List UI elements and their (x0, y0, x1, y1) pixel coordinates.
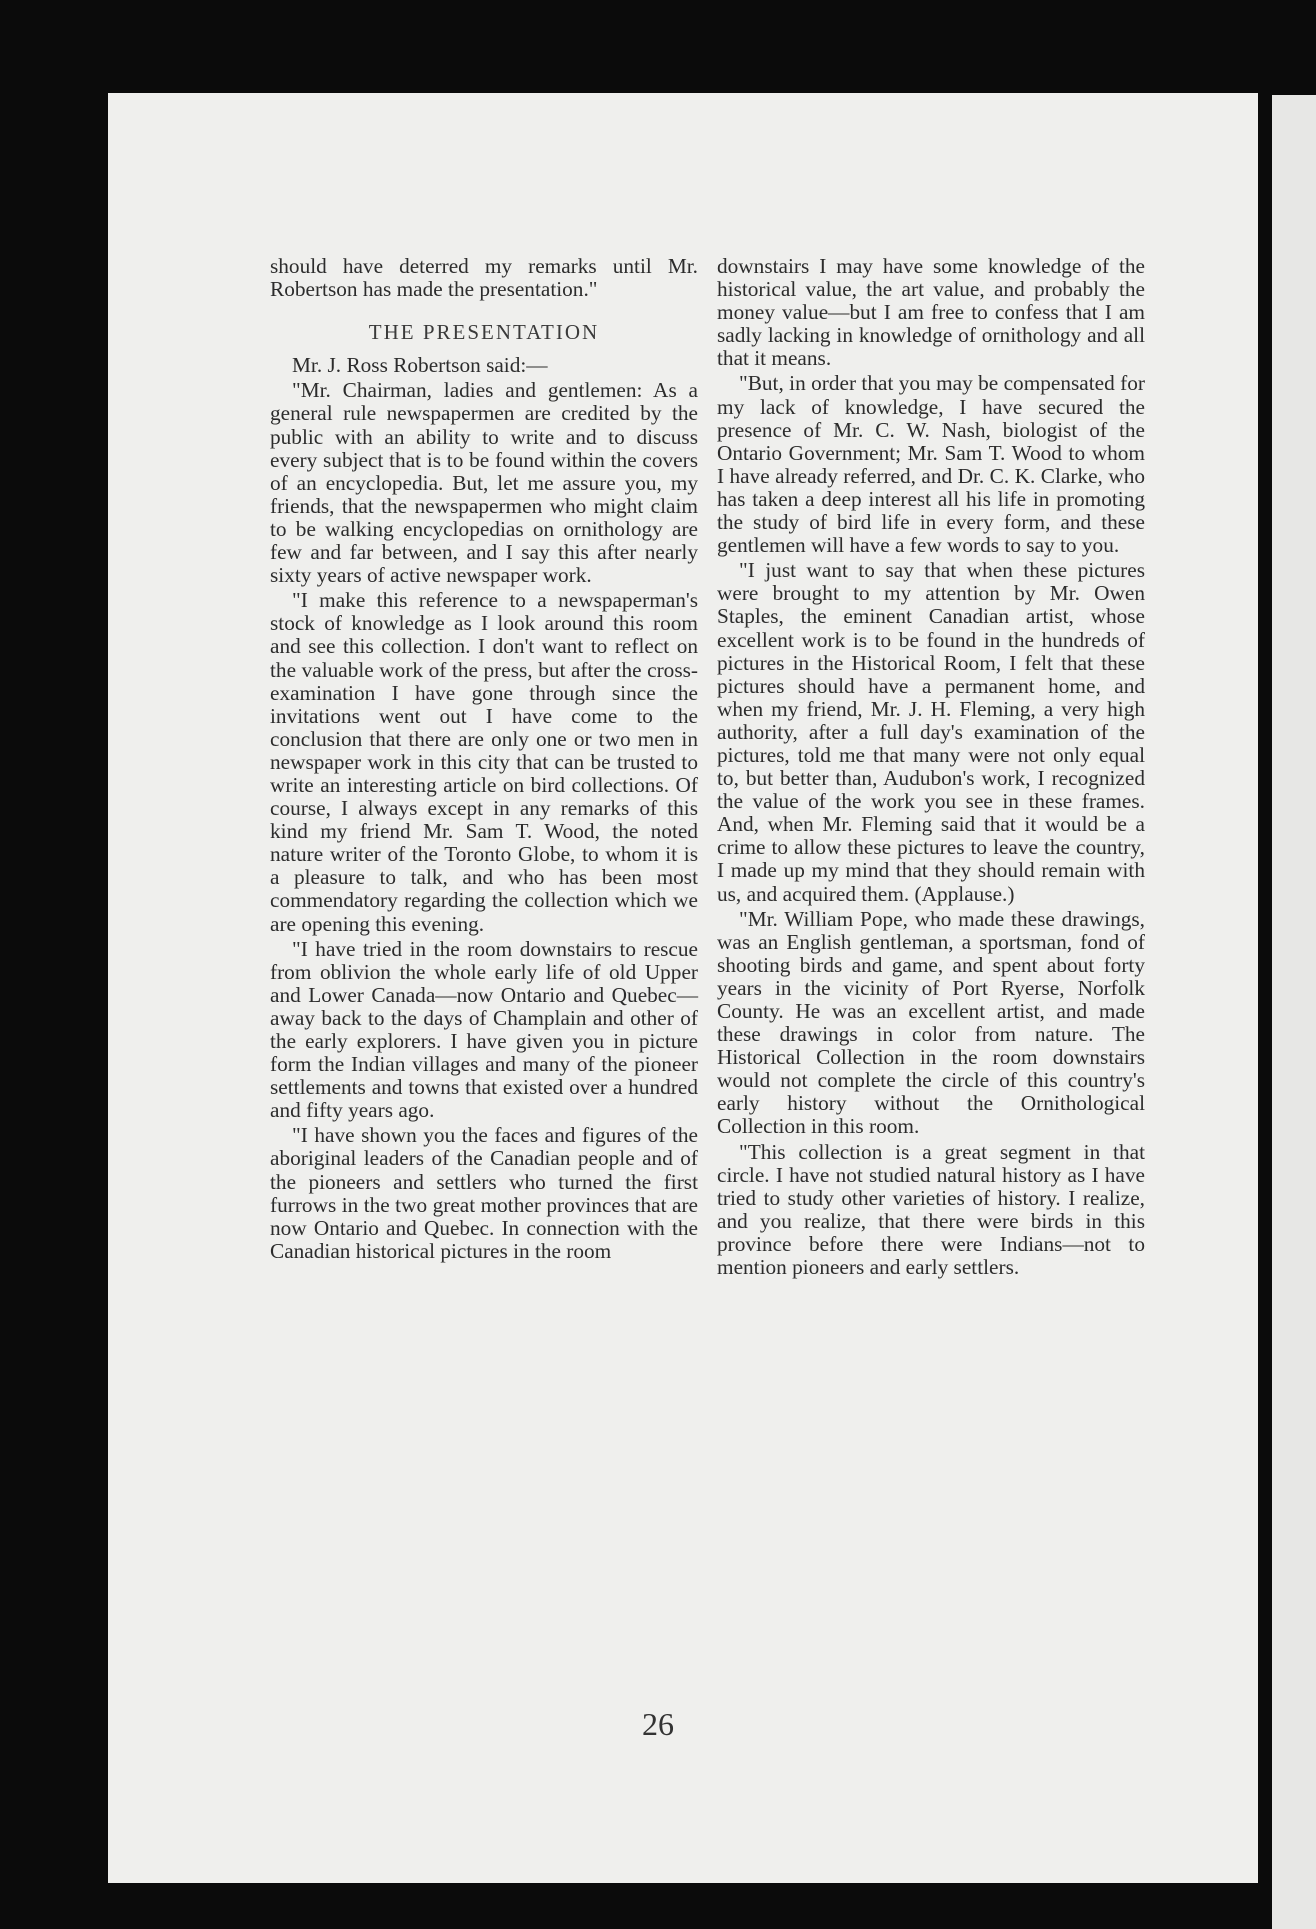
adjacent-page-edge (1272, 95, 1316, 1929)
right-column (717, 255, 1145, 1279)
left-column (270, 255, 698, 1263)
page-gutter (1258, 93, 1272, 1929)
paragraph: downstairs I may have some knowledge of the historical value, the art value, and probably the money value—but I am free to confess that I am sadly lacking in knowledge of ornithology and all that it means. (717, 254, 1145, 371)
paragraph: Mr. J. Ross Robertson said:— (292, 353, 548, 378)
paragraph: should have deterred my remarks until Mr. Robertson has made the presentation." (270, 254, 698, 302)
paragraph: "But, in order that you may be compensated for my lack of knowledge, I have secured the presence of Mr. C. W. Nash, biologist of the Ontario Government; Mr. Sam T. Wood to whom I have already referred, and Dr. C. K. Clarke, who has taken a deep interest all his life in promoting the study of bird life in every form, and these gentlemen will have a few words to say to you. (717, 371, 1145, 558)
section-heading: THE PRESENTATION (368, 320, 600, 345)
paragraph: "I have tried in the room downstairs to rescue from oblivion the whole early life of old Upper and Lower Canada—now Ontario and Quebec—away back to the days of Champlain and other of the early explorers. I have given you in picture form the Indian villages and many of the pioneer settlements and towns that existed over a hundred and fifty years ago. (270, 936, 698, 1123)
paragraph: "I have shown you the faces and figures of the aboriginal leaders of the Canadian people and of the pioneers and settlers who turned the first furrows in the two great mother provinces that are now Ontario and Quebec. In connection with the Canadian historical pictures in the room (270, 1123, 698, 1263)
page-number: 26 (642, 1706, 674, 1742)
paragraph: "This collection is a great segment in that circle. I have not studied natural history as I have tried to study other varieties of history. I realize, and you realize, that there were birds in this province before there were Indians—not to mention pioneers and early settlers. (717, 1139, 1145, 1280)
paragraph: "I just want to say that when these pictures were brought to my attention by Mr. Owen Staples, the eminent Canadian artist, whose excellent work is to be found in the hundreds of pictures in the Historical Room, I felt that these pictures should have a permanent home, and when my friend, Mr. J. H. Fleming, a very high authority, after a full day's examination of the pictures, told me that many were not only equal to, but better than, Audubon's work, I recognized the value of the work you see in these frames. And, when Mr. Fleming said that it would be a crime to allow these pictures to leave the country, I made up my mind that they should remain with us, and acquired them. (Applause.) (717, 558, 1145, 906)
paragraph: "Mr. Chairman, ladies and gentlemen: As a general rule newspapermen are credited by the public with an ability to write and to discuss every subject that is to be found within the covers of an encyclopedia. But, let me assure you, my friends, that the newspapermen who might claim to be walking encyclopedias on ornithology are few and far between, and I say this after nearly sixty years of active newspaper work. (270, 378, 698, 588)
paragraph: "Mr. William Pope, who made these drawings, was an English gentleman, a sportsman, fond of shooting birds and game, and spent about forty years in the vicinity of Port Ryerse, Norfolk County. He was an excellent artist, and made these drawings in color from nature. The Historical Collection in the room downstairs would not complete the circle of this country's early history without the Ornithological Collection in this room. (717, 906, 1145, 1139)
paragraph: "I make this reference to a newspaperman's stock of knowledge as I look around this room and see this collection. I don't want to reflect on the valuable work of the press, but after the cross-examination I have gone through since the invitations went out I have come to the conclusion that there are only one or two men in newspaper work in this city that can be trusted to write an interesting article on bird collections. Of course, I always except in any remarks of this kind my friend Mr. Sam T. Wood, the noted nature writer of the Toronto Globe, to whom it is a pleasure to talk, and who has been most commendatory regarding the collection which we are opening this evening. (270, 588, 698, 936)
